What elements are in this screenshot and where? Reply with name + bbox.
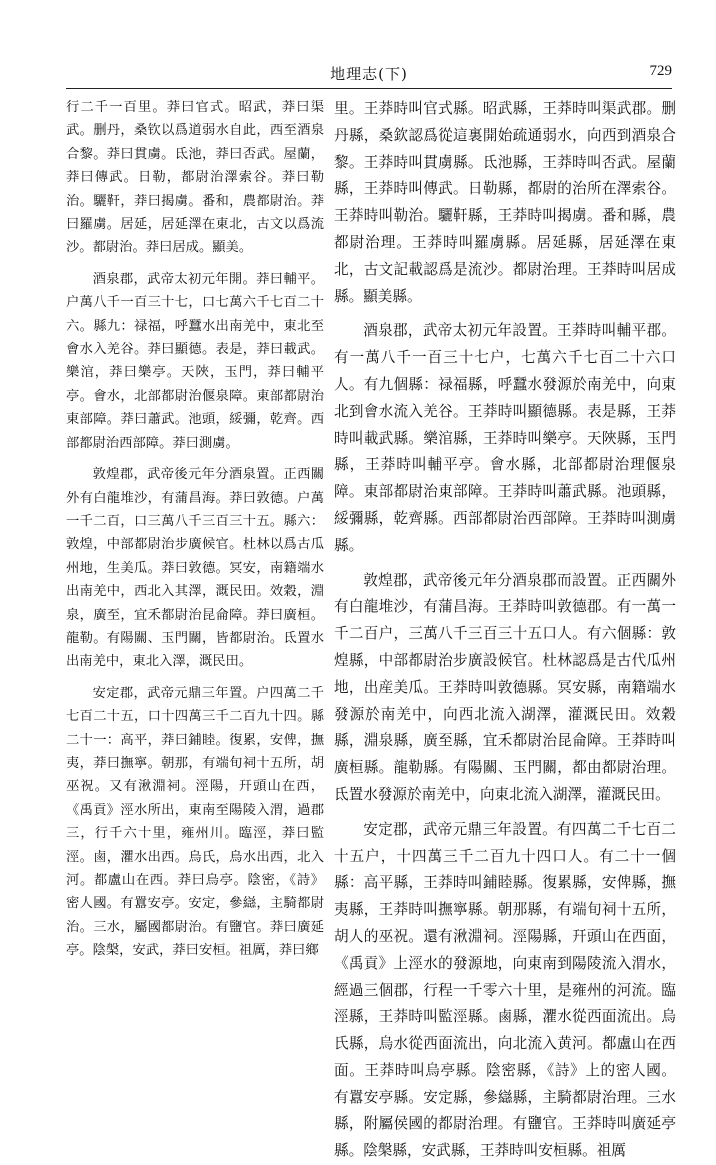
classical-text-column xyxy=(66,96,324,976)
classical-paragraph-zhangye-end: 行二千一百里。莽曰官式。昭武，莽曰渠武。删丹，桑钦以爲道弱水自此，西至酒泉合黎。莽曰貫虜。氐池，莽曰否武。屋蘭，莽曰傳武。日勒，都尉治澤索谷。莽曰勒治。驪靬，莽曰揭虜。番和，農都尉治。莽曰羅虜。居延，居延澤在東北，古文以爲流沙。都尉治。莽曰居成。顯美。 xyxy=(66,100,324,256)
classical-paragraph-anding: 安定郡，武帝元鼎三年置。户四萬二千七百二十五，口十四萬三千二百九十四。縣二十一：高平，莽曰鋪睦。復累，安俾，撫夷，莽曰撫寧。朝那，有端旬祠十五所，胡巫祝。又有湫淵祠。涇陽，幵頭山在西，《禹貢》涇水所出，東南至陽陵入渭，過郡三，行千六十里，雍州川。臨涇，莽曰監涇。鹵，灈水出西。烏氏，烏水出西，北入河。都盧山在西。莽曰烏亭。陰密，《詩》密人國。有囂安亭。安定，參䜌，主騎都尉治。三水，屬國都尉治。有鹽官。莽曰廣延亭。陰槃，安武，莽曰安桓。祖厲，莽曰鄉 xyxy=(66,685,324,959)
page-header xyxy=(66,55,672,89)
translation-paragraph-dunhuang: 敦煌郡，武帝後元年分酒泉郡而設置。正西關外有白龍堆沙，有蒲昌海。王莽時叫敦德郡。有一萬一千二百户，三萬八千三百三十五口人。有六個縣：敦煌縣，中部都尉治步廣設候官。杜林認爲是古代瓜州地，出産美瓜。王莽時叫敦德縣。冥安縣，南籍端水發源於南羌中，向西北流入湖澤，灌溉民田。效穀縣，淵泉縣，廣至縣，宜禾都尉治昆侖障。王莽時叫廣桓縣。龍勒縣。有陽關、玉門關，都由都尉治理。氐置水發源於南羌中，向東北流入湖澤，灌溉民田。 xyxy=(334,571,676,803)
page-number: 729 xyxy=(649,63,672,79)
translation-paragraph-jiuquan: 酒泉郡，武帝太初元年設置。王莽時叫輔平郡。有一萬八千一百三十七户，七萬六千七百二十六口人。有九個縣：禄福縣，呼蠶水發源於南羌中，向東北到會水流入羌谷。王莽時叫顯德縣。表是縣，王莽時叫載武縣。樂涫縣，王莽時叫樂亭。天陜縣，玉門縣，王莽時叫輔平亭。會水縣，北部都尉治理偃泉障。東部都尉治東部障。王莽時叫蕭武縣。池頭縣，綏彌縣，乾齊縣。西部都尉治西部障。王莽時叫測虜縣。 xyxy=(334,322,676,554)
translation-text-column xyxy=(334,96,676,1160)
translation-paragraph-zhangye-end: 里。王莽時叫官式縣。昭武縣，王莽時叫渠武郡。删丹縣，桑欽認爲從這裏開始疏通弱水，向西到酒泉合黎。王莽時叫貫虜縣。氐池縣，王莽時叫否武。屋蘭縣，王莽時叫傳武。日勒縣，都尉的治所在澤索谷。王莽時叫勒治。驪靬縣，王莽時叫揭虜。番和縣，農都尉治理。王莽時叫羅虜縣。居延縣，居延澤在東北，古文記載認爲是流沙。都尉治理。王莽時叫居成縣。顯美縣。 xyxy=(334,100,676,305)
classical-paragraph-dunhuang: 敦煌郡，武帝後元年分酒泉置。正西關外有白龍堆沙，有蒲昌海。莽曰敦德。户萬一千二百，口三萬八千三百三十五。縣六：敦煌，中部都尉治步廣候官。杜林以爲古瓜州地，生美瓜。莽曰敦德。冥安，南籍端水出南羌中，西北入其澤，溉民田。效穀，淵泉，廣至，宜禾都尉治昆侖障。莽曰廣桓。龍勒。有陽關、玉門關，皆都尉治。氐置水出南羌中，東北入澤，溉民田。 xyxy=(66,467,324,670)
running-title: 地理志(下) xyxy=(330,65,408,83)
header-rule xyxy=(66,88,672,89)
classical-paragraph-jiuquan: 酒泉郡，武帝太初元年開。莽曰輔平。户萬八千一百三十七，口七萬六千七百二十六。縣九：禄福，呼蠶水出南羌中，東北至會水入羌谷。莽曰顯德。表是，莽曰載武。樂涫，莽曰樂亭。天陜，玉門，莽曰輔平亭。會水，北部都尉治偃泉障。東部都尉治東部障。莽曰蕭武。池頭，綏彌，乾齊。西部都尉治西部障。莽曰測虜。 xyxy=(66,271,324,451)
translation-paragraph-anding: 安定郡，武帝元鼎三年設置。有四萬二千七百二十五户，十四萬三千二百九十四口人。有二十一個縣：高平縣，王莽時叫鋪睦縣。復累縣，安俾縣，撫夷縣，王莽時叫撫寧縣。朝那縣，有端旬祠十五所，胡人的巫祝。還有湫淵祠。涇陽縣，幵頭山在西面，《禹貢》上涇水的發源地，向東南到陽陵流入渭水，經過三個郡，行程一千零六十里，是雍州的河流。臨涇縣，王莽時叫監涇縣。鹵縣，灈水從西面流出。烏氏縣，烏水從西面流出，向北流入黄河。都盧山在西面。王莽時叫烏亭縣。陰密縣，《詩》上的密人國。有囂安亭縣。安定縣，參䜌縣，主騎都尉治理。三水縣，附屬侯國的都尉治理。有鹽官。王莽時叫廣延亭縣。陰槃縣，安武縣，王莽時叫安桓縣。祖厲 xyxy=(334,820,676,1160)
